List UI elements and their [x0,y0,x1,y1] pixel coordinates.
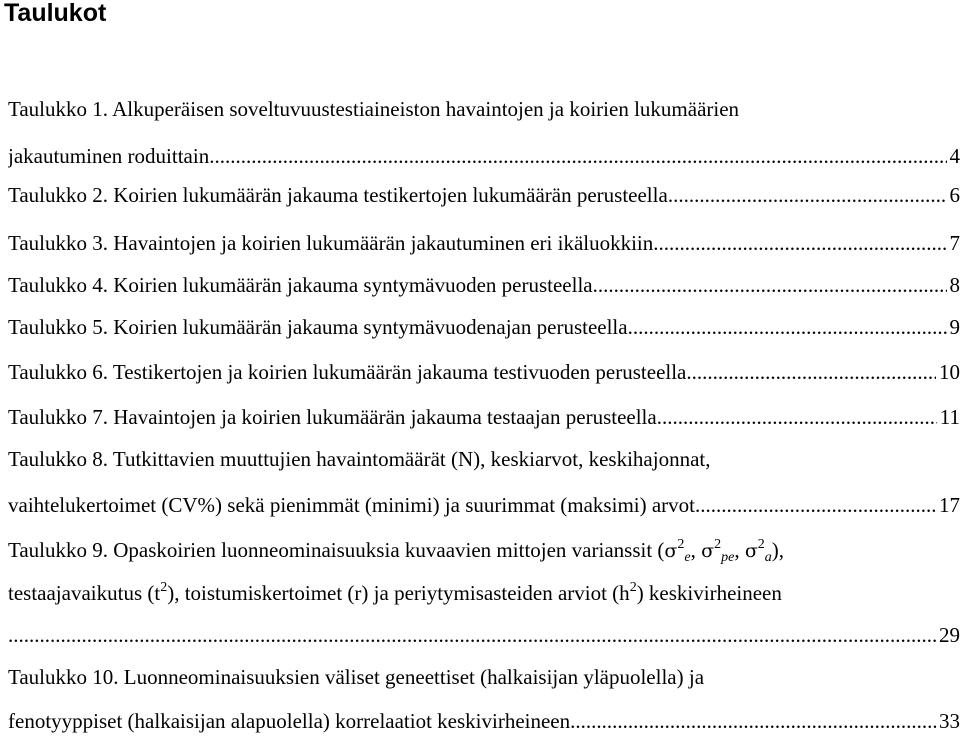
dot-leader [209,141,946,171]
page-number: 29 [939,623,960,647]
subscript-a: a [764,550,772,565]
sigma-symbol: σ [744,540,758,562]
toc-entry-9-line-3[interactable] [8,620,960,650]
page-number: 6 [949,183,960,207]
toc-entry-10-line-2[interactable] [8,706,960,736]
page-number: 9 [949,315,960,339]
toc-entry-text: Taulukko 2. Koirien lukumäärän jakauma testikertojen lukumäärän perusteella [8,183,668,207]
subscript-pe: pe [721,550,735,565]
page-title: Taulukot [4,0,107,27]
subscript-e: e [684,550,691,565]
toc-entry-text: fenotyyppiset (halkaisijan alapuolella) korrelaatiot keskivirheineen [8,709,571,733]
dot-leader [8,620,936,650]
toc-entry-text: Taulukko 4. Koirien lukumäärän jakauma syntymävuoden perusteella [8,273,593,297]
toc-entry-text: Taulukko 3. Havaintojen ja koirien lukumäärän jakautuminen eri ikäluokkiin [8,231,654,255]
superscript-2: 2 [677,537,685,552]
toc-entry-10-line-1 [8,662,704,692]
dot-leader [695,490,936,520]
page-number: 4 [949,144,960,168]
toc-entry-1-line-2[interactable] [8,141,960,171]
toc-entry-text: Taulukko 5. Koirien lukumäärän jakauma syntymävuodenajan perusteella [8,315,628,339]
toc-entry-text [8,578,782,608]
toc-entry-3[interactable] [8,228,960,258]
dot-leader [653,228,946,258]
toc-entry-text: Taulukko 6. Testikertojen ja koirien lukumäärän jakauma testivuoden perusteella [8,360,687,384]
superscript-2: 2 [629,580,637,595]
superscript-2: 2 [160,580,168,595]
dot-leader [593,270,947,300]
toc-entry-8-line-1 [8,444,711,474]
dot-leader [686,357,936,387]
page-number: 8 [949,273,960,297]
toc-entry-text: vaihtelukertoimet (CV%) sekä pienimmät (minimi) ja suurimmat (maksimi) arvot [8,493,696,517]
superscript-2: 2 [757,537,765,552]
toc-entry-8-line-2[interactable] [8,490,960,520]
sigma-symbol: σ [664,540,678,562]
page-number: 17 [939,493,960,517]
text-part: testaajavaikutus (t [8,581,161,605]
page-number: 10 [939,360,960,384]
toc-entry-text [8,535,784,565]
toc-entry-text: Taulukko 7. Havaintojen ja koirien lukumäärän jakauma testaajan perusteella [8,405,657,429]
separator: , [734,538,745,562]
closing-paren: ), [771,538,785,562]
page-number: 33 [939,709,960,733]
toc-entry-5[interactable] [8,312,960,342]
toc-entry-9-line-2 [8,578,782,608]
dot-leader [628,312,947,342]
toc-entry-1-line-1 [8,94,739,124]
dot-leader [668,180,947,210]
toc-entry-text: Taulukko 8. Tutkittavien muuttujien havaintomäärät (N), keskiarvot, keskihajonnat, [8,447,711,471]
superscript-2: 2 [714,537,722,552]
dot-leader [657,402,937,432]
separator: , [690,538,702,562]
toc-entry-4[interactable] [8,270,960,300]
text-part: ), toistumiskertoimet (r) ja periytymisasteiden arviot (h [167,581,630,605]
sigma-symbol: σ [701,540,715,562]
page-number: 11 [939,405,960,429]
toc-entry-7[interactable] [8,402,960,432]
toc-entry-text: Taulukko 10. Luonneominaisuuksien väliset geneettiset (halkaisijan yläpuolella) ja [8,665,705,689]
dot-leader [570,706,936,736]
text-part: ) keskivirheineen [636,581,782,605]
page-number: 7 [949,231,960,255]
toc-entry-text: Taulukko 1. Alkuperäisen soveltuvuustestiaineiston havaintojen ja koirien lukumäärien [8,97,740,121]
toc-entry-2[interactable] [8,180,960,210]
toc-entry-text: jakautuminen roduittain [8,144,210,168]
toc-entry-6[interactable] [8,357,960,387]
variance-caption: Taulukko 9. Opaskoirien luonneominaisuuksia kuvaavien mittojen varianssit ( [8,538,665,562]
toc-entry-9-line-1 [8,535,784,565]
